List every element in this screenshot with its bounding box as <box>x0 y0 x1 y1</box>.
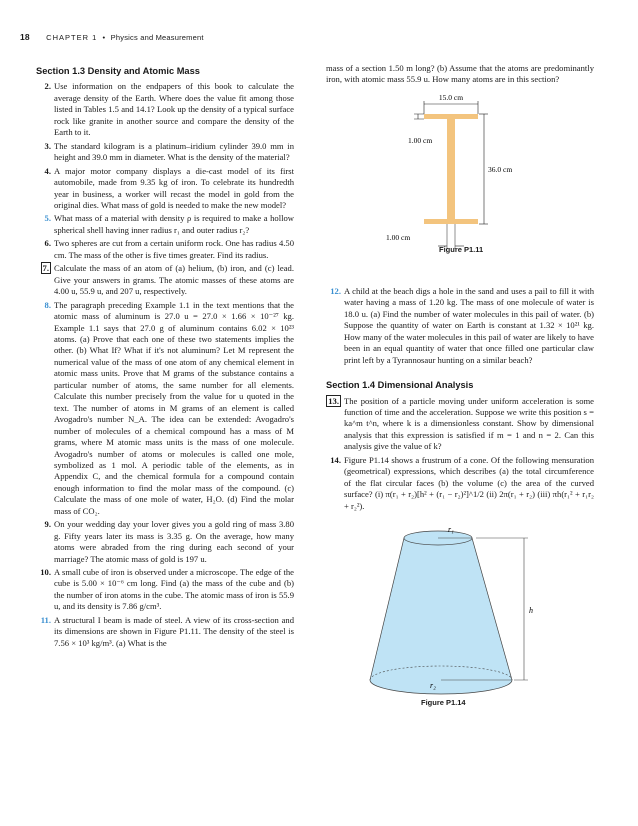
problem-text: What mass of a material with density ρ is required to make a hollow spherical shell having inner radius r₁ and outer radius r₂? <box>54 213 294 235</box>
problem-number: 7. <box>42 263 49 274</box>
i-beam-top-flange <box>424 114 478 119</box>
problem-7 <box>36 263 294 297</box>
problem-text: Calculate the mass of an atom of (a) helium, (b) iron, and (c) lead. Give your answers in grams. The atomic masses of these atoms are 4.00 u, 55.9 u, and 207 u, respectively. <box>54 263 294 297</box>
problem-12 <box>326 286 594 366</box>
figure-p1-11-caption: Figure P1.11 <box>439 244 484 254</box>
page-header <box>20 32 204 42</box>
left-problem-list <box>36 81 294 649</box>
problem-text: Two spheres are cut from a certain uniform rock. One has radius 4.50 cm. The mass of the other is five times greater. Find its radius. <box>54 238 294 260</box>
section-heading-1-3: Section 1.3 Density and Atomic Mass <box>36 66 200 76</box>
problem-text: A structural I beam is made of steel. A view of its cross-section and its dimensions are shown in Figure P1.11. The density of the steel is 7.56 × 10³ kg/m³. (a) What is the <box>54 614 294 648</box>
figure-p1-14 <box>326 518 594 718</box>
problem-13 <box>326 396 594 453</box>
problem-number: 3. <box>44 140 51 151</box>
problem-text: A major motor company displays a die-cast model of its first automobile, made from 9.35 kg of iron. To celebrate its hundredth year in business, a worker will recast the model in gold from the original dies. What mass of gold is needed to make the new model? <box>54 165 294 210</box>
problem-number: 4. <box>44 165 51 176</box>
figure-p1-14-caption: Figure P1.14 <box>421 698 466 708</box>
problem-number: 14. <box>330 454 341 465</box>
problem-text: A child at the beach digs a hole in the sand and uses a pail to fill it with water having a mass of 1.20 kg. The mass of one molecule of water is 18.0 u. (a) Find the number of water molecules in this pail of water. (b) Suppose the quantity of water on Earth is constant at 1.32 × 10²¹ kg. How many of the water molecules in this pail of water are likely to have been in an equal quantity of water that once filled one particular claw print left by a Tyrannosaur hunting on a similar beach? <box>344 285 594 365</box>
problem-3 <box>36 141 294 164</box>
problem-text: The position of a particle moving under uniform acceleration is some function of time and the acceleration. Suppose we write this position s = ka^m t^n, where k is a dimensionless constant. Show by dimensional analysis that this expression is satisfied if m = 1 and n = 2. Can this analysis give the value of k? <box>344 395 594 452</box>
problem-text: A small cube of iron is observed under a microscope. The edge of the cube is 5.00 × 10⁻⁶ cm long. Find (a) the mass of the cube and (b) the number of iron atoms in the cube. The atomic mass of iron is 55.9 u, and its density is 7.86 g/cm³. <box>54 567 294 612</box>
problem-4 <box>36 166 294 212</box>
problem-number: 10. <box>40 567 51 578</box>
right-column <box>326 63 594 718</box>
i-beam-web <box>447 119 455 219</box>
problem-10 <box>36 567 294 613</box>
problem-text: The paragraph preceding Example 1.1 in the text mentions that the atomic mass of aluminum is 27.0 u = 27.0 × 1.66 × 10⁻²⁷ kg. Example 1.1 says that 27.0 g of aluminum contains 6.02 × 10²³ atoms. (a) Prove that each one of these two statements implies the other. (b) What If? What if it's not aluminum? Let M represent the numerical value of the mass of one atom of any chemical element in atomic mass units. Prove that M grams of the substance contains a particular number of atoms, the same number for all elements. Calculate this number precisely from the value for u quoted in the text. The number of atoms in M grams of an element is called Avogadro's number N_A. The idea can be extended: Avogadro's number of molecules of a chemical compound has a mass of M grams, where M atomic mass units is the mass of one molecule. Avogadro's number of atoms or molecules is called one mole, symbolized as 1 mol. A periodic table of the elements, as in Appendix C, and the chemical formula for a compound contain enough information to find the molar mass of the compound. (c) Calculate the mass of one mole of water, H₂O. (d) Find the molar mass of CO₂. <box>54 299 294 516</box>
dim-height-label: 36.0 cm <box>488 164 513 174</box>
dim-flange-label: 1.00 cm <box>408 135 433 145</box>
header-separator: • <box>102 33 106 42</box>
chapter-title: Physics and Measurement <box>110 33 204 42</box>
problem-11 <box>36 615 294 649</box>
dim-top-label: 15.0 cm <box>438 92 464 102</box>
problem-text: On your wedding day your lover gives you a gold ring of mass 3.80 g. Fifty years later its mass is 3.35 g. On the average, how many atoms were abraded from the ring during each second of your marriage? The atomic mass of gold is 197 u. <box>54 519 294 564</box>
figure-p1-11 <box>326 88 594 256</box>
problem-text: The standard kilogram is a platinum–iridium cylinder 39.0 mm in height and 39.0 mm in diameter. What is the density of the material? <box>54 140 294 163</box>
problem-14 <box>326 455 594 512</box>
left-column <box>36 62 294 651</box>
problem-number: 2. <box>44 81 51 92</box>
frustum-diagram <box>326 518 594 708</box>
problem-number: 5. <box>44 213 51 224</box>
problem-number: 13. <box>328 395 339 406</box>
problem-9 <box>36 519 294 565</box>
dim-web-label: 1.00 cm <box>386 232 411 242</box>
i-beam-diagram <box>326 88 594 256</box>
r1-label: r₁ <box>448 525 454 535</box>
page-number: 18 <box>20 32 30 42</box>
r2-label: r₂ <box>430 681 436 691</box>
problem-number: 11. <box>40 614 51 625</box>
problem-11-continuation: mass of a section 1.50 m long? (b) Assume that the atoms are predominantly iron, with atomic mass 55.9 u. How many atoms are in this section? <box>326 63 594 85</box>
i-beam-bottom-flange <box>424 219 478 224</box>
frustum-body <box>370 538 512 694</box>
problem-number: 9. <box>44 519 51 530</box>
problem-8 <box>36 300 294 518</box>
problem-text: Figure P1.14 shows a frustrum of a cone. Of the following mensuration (geometrical) expressions, which describes (a) the total circumference of the flat circular faces (b) the volume (c) the area of the curved surface? (i) π(r₁ + r₂)[h² + (r₁ − r₂)²]^1/2 (ii) 2π(r₁ + r₂) (iii) πh(r₁² + r₁r₂ + r₂²). <box>344 454 594 511</box>
problem-6 <box>36 238 294 261</box>
problem-5 <box>36 213 294 236</box>
chapter-label: CHAPTER 1 <box>46 33 98 42</box>
section-heading-1-4: Section 1.4 Dimensional Analysis <box>326 380 474 391</box>
h-label: h <box>529 606 533 616</box>
problem-number: 8. <box>44 299 51 310</box>
problem-text: Use information on the endpapers of this book to calculate the average density of the Earth. Where does the value fit among those listed in Tables 1.5 and 14.1? Look up the density of a typical surface rock like granite in another source and compare the density of the Earth to it. <box>54 81 294 138</box>
problem-number: 6. <box>44 238 51 249</box>
problem-number: 12. <box>330 285 341 296</box>
problem-2 <box>36 81 294 138</box>
